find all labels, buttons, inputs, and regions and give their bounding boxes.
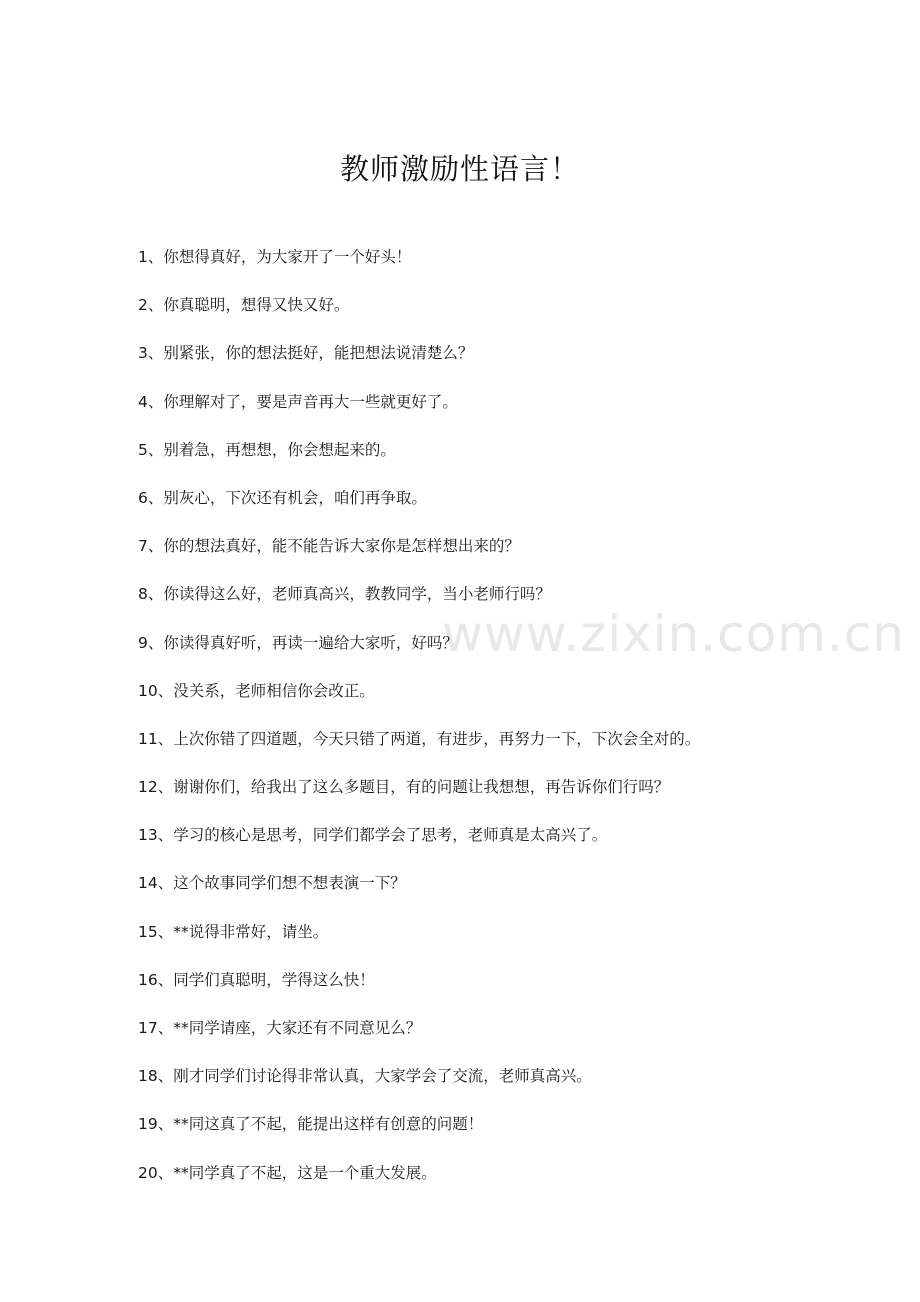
list-item: 19、**同这真了不起，能提出这样有创意的问题！: [138, 1115, 484, 1134]
list-item: 7、你的想法真好，能不能告诉大家你是怎样想出来的？: [138, 537, 520, 556]
list-item: 17、**同学请座，大家还有不同意见么？: [138, 1019, 422, 1037]
list-item: 16、同学们真聪明，学得这么快！: [138, 970, 375, 989]
list-item: 2、你真聪明，想得又快又好。: [138, 296, 350, 315]
list-item: 3、别紧张，你的想法挺好，能把想法说清楚么？: [138, 344, 474, 363]
watermark: www.zixin.com.cn: [442, 605, 906, 663]
phrase-list: [138, 238, 878, 1202]
list-item: 10、没关系，老师相信你会改正。: [138, 681, 375, 700]
list-item: 5、别着急，再想想，你会想起来的。: [138, 440, 396, 459]
list-item: 8、你读得这么好，老师真高兴，教教同学，当小老师行吗？: [138, 585, 551, 604]
list-item: 6、别灰心，下次还有机会，咱们再争取。: [138, 488, 427, 507]
list-item: 12、谢谢你们，给我出了这么多题目，有的问题让我想想，再告诉你们行吗？: [138, 778, 670, 797]
list-item: 11、上次你错了四道题，今天只错了两道，有进步，再努力一下，下次会全对的。: [138, 729, 701, 748]
document-title: 教师激励性语言！: [339, 152, 580, 187]
list-item: 13、学习的核心是思考，同学们都学会了思考，老师真是太高兴了。: [138, 826, 608, 845]
list-item: 18、刚才同学们讨论得非常认真，大家学会了交流，老师真高兴。: [138, 1067, 592, 1086]
list-item: 20、**同学真了不起，这是一个重大发展。: [138, 1163, 437, 1182]
list-item: 15、**说得非常好，请坐。: [138, 922, 329, 941]
list-item: 14、这个故事同学们想不想表演一下？: [138, 874, 406, 893]
list-item: 9、你读得真好听，再读一遍给大家听，好吗？: [138, 633, 458, 652]
list-item: 1、你想得真好，为大家开了一个好头！: [138, 248, 412, 266]
list-item: 4、你理解对了，要是声音再大一些就更好了。: [138, 392, 458, 411]
